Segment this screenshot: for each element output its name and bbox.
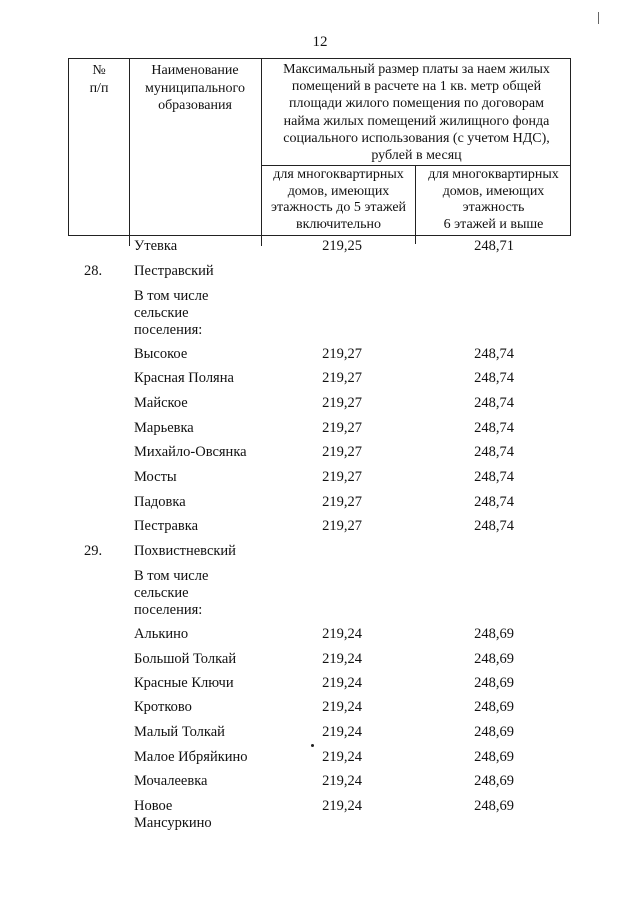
row-name: Михайло-Овсянка — [134, 444, 247, 460]
row-value-6plus: 248,74 — [474, 518, 514, 534]
row-value-6plus: 248,69 — [474, 699, 514, 715]
row-name: Кротково — [134, 699, 192, 715]
row-name: Большой Толкай — [134, 651, 237, 667]
row-value-upto5: 219,27 — [322, 370, 362, 386]
row-name: Новое Мансуркино — [134, 798, 212, 831]
row-name: Пестравка — [134, 518, 199, 534]
row-name: В том числе сельские поселения: — [134, 288, 209, 338]
row-name: Марьевка — [134, 420, 194, 436]
row-value-6plus: 248,69 — [474, 651, 514, 667]
row-name: Красные Ключи — [134, 675, 234, 691]
row-name: Алькино — [134, 626, 189, 642]
row-name: В том числе сельские поселения: — [134, 568, 209, 618]
row-name: Малое Ибряйкино — [134, 749, 248, 765]
row-value-upto5: 219,27 — [322, 518, 362, 534]
row-num: 29. — [84, 543, 103, 559]
row-value-6plus: 248,69 — [474, 675, 514, 691]
row-name: Падовка — [134, 494, 186, 510]
row-value-upto5: 219,24 — [322, 749, 362, 765]
row-value-upto5: 219,27 — [322, 420, 362, 436]
header-col-num: № п/п — [89, 63, 109, 96]
row-name: Пестравский — [134, 263, 214, 279]
row-value-upto5: 219,27 — [322, 346, 362, 362]
row-name: Малый Толкай — [134, 724, 225, 740]
header-divider-horizontal — [261, 165, 571, 166]
row-value-6plus: 248,74 — [474, 494, 514, 510]
row-value-upto5: 219,27 — [322, 395, 362, 411]
row-name: Мосты — [134, 469, 177, 485]
row-value-upto5: 219,27 — [322, 444, 362, 460]
header-divider-name — [261, 58, 262, 236]
row-value-upto5: 219,24 — [322, 699, 362, 715]
row-name: Утевка — [134, 238, 178, 254]
row-value-upto5: 219,24 — [322, 773, 362, 789]
page-number: 12 — [312, 34, 328, 50]
row-value-upto5: 219,24 — [322, 724, 362, 740]
scan-speck — [311, 744, 314, 747]
scan-mark — [598, 12, 599, 24]
row-value-6plus: 248,71 — [474, 238, 514, 254]
header-divider-sub — [415, 165, 416, 236]
row-value-upto5: 219,24 — [322, 798, 362, 814]
row-name: Высокое — [134, 346, 188, 362]
row-value-6plus: 248,74 — [474, 420, 514, 436]
header-divider-num — [129, 58, 130, 236]
row-value-6plus: 248,74 — [474, 444, 514, 460]
row-value-6plus: 248,69 — [474, 798, 514, 814]
row-name: Похвистневский — [134, 543, 236, 559]
row-value-6plus: 248,69 — [474, 626, 514, 642]
row-value-6plus: 248,69 — [474, 724, 514, 740]
header-col-sub1: для многоквартирных домов, имеющих этажность до 5 этажей включительно — [270, 167, 407, 232]
row-value-6plus: 248,74 — [474, 395, 514, 411]
row-value-upto5: 219,24 — [322, 651, 362, 667]
row-value-upto5: 219,24 — [322, 626, 362, 642]
header-col-max: Максимальный размер платы за наем жилых помещений в расчете на 1 кв. метр общей площади жилого помещения по договорам найма жилых помещений жилищного фонда социального использования (с учетом НДС), рублей в месяц — [283, 62, 550, 164]
row-name: Красная Поляна — [134, 370, 234, 386]
row-name: Мочалеевка — [134, 773, 208, 789]
row-value-upto5: 219,27 — [322, 469, 362, 485]
row-value-6plus: 248,69 — [474, 749, 514, 765]
row-num: 28. — [84, 263, 103, 279]
header-col-name: Наименование муниципального образования — [145, 63, 245, 113]
row-value-6plus: 248,74 — [474, 370, 514, 386]
row-value-6plus: 248,74 — [474, 469, 514, 485]
header-col-sub2: для многоквартирных домов, имеющих этажность 6 этажей и выше — [428, 167, 559, 232]
row-value-upto5: 219,25 — [322, 238, 362, 254]
column-rule-num — [129, 236, 130, 246]
row-value-upto5: 219,27 — [322, 494, 362, 510]
row-value-6plus: 248,69 — [474, 773, 514, 789]
row-name: Майское — [134, 395, 188, 411]
row-value-upto5: 219,24 — [322, 675, 362, 691]
row-value-6plus: 248,74 — [474, 346, 514, 362]
